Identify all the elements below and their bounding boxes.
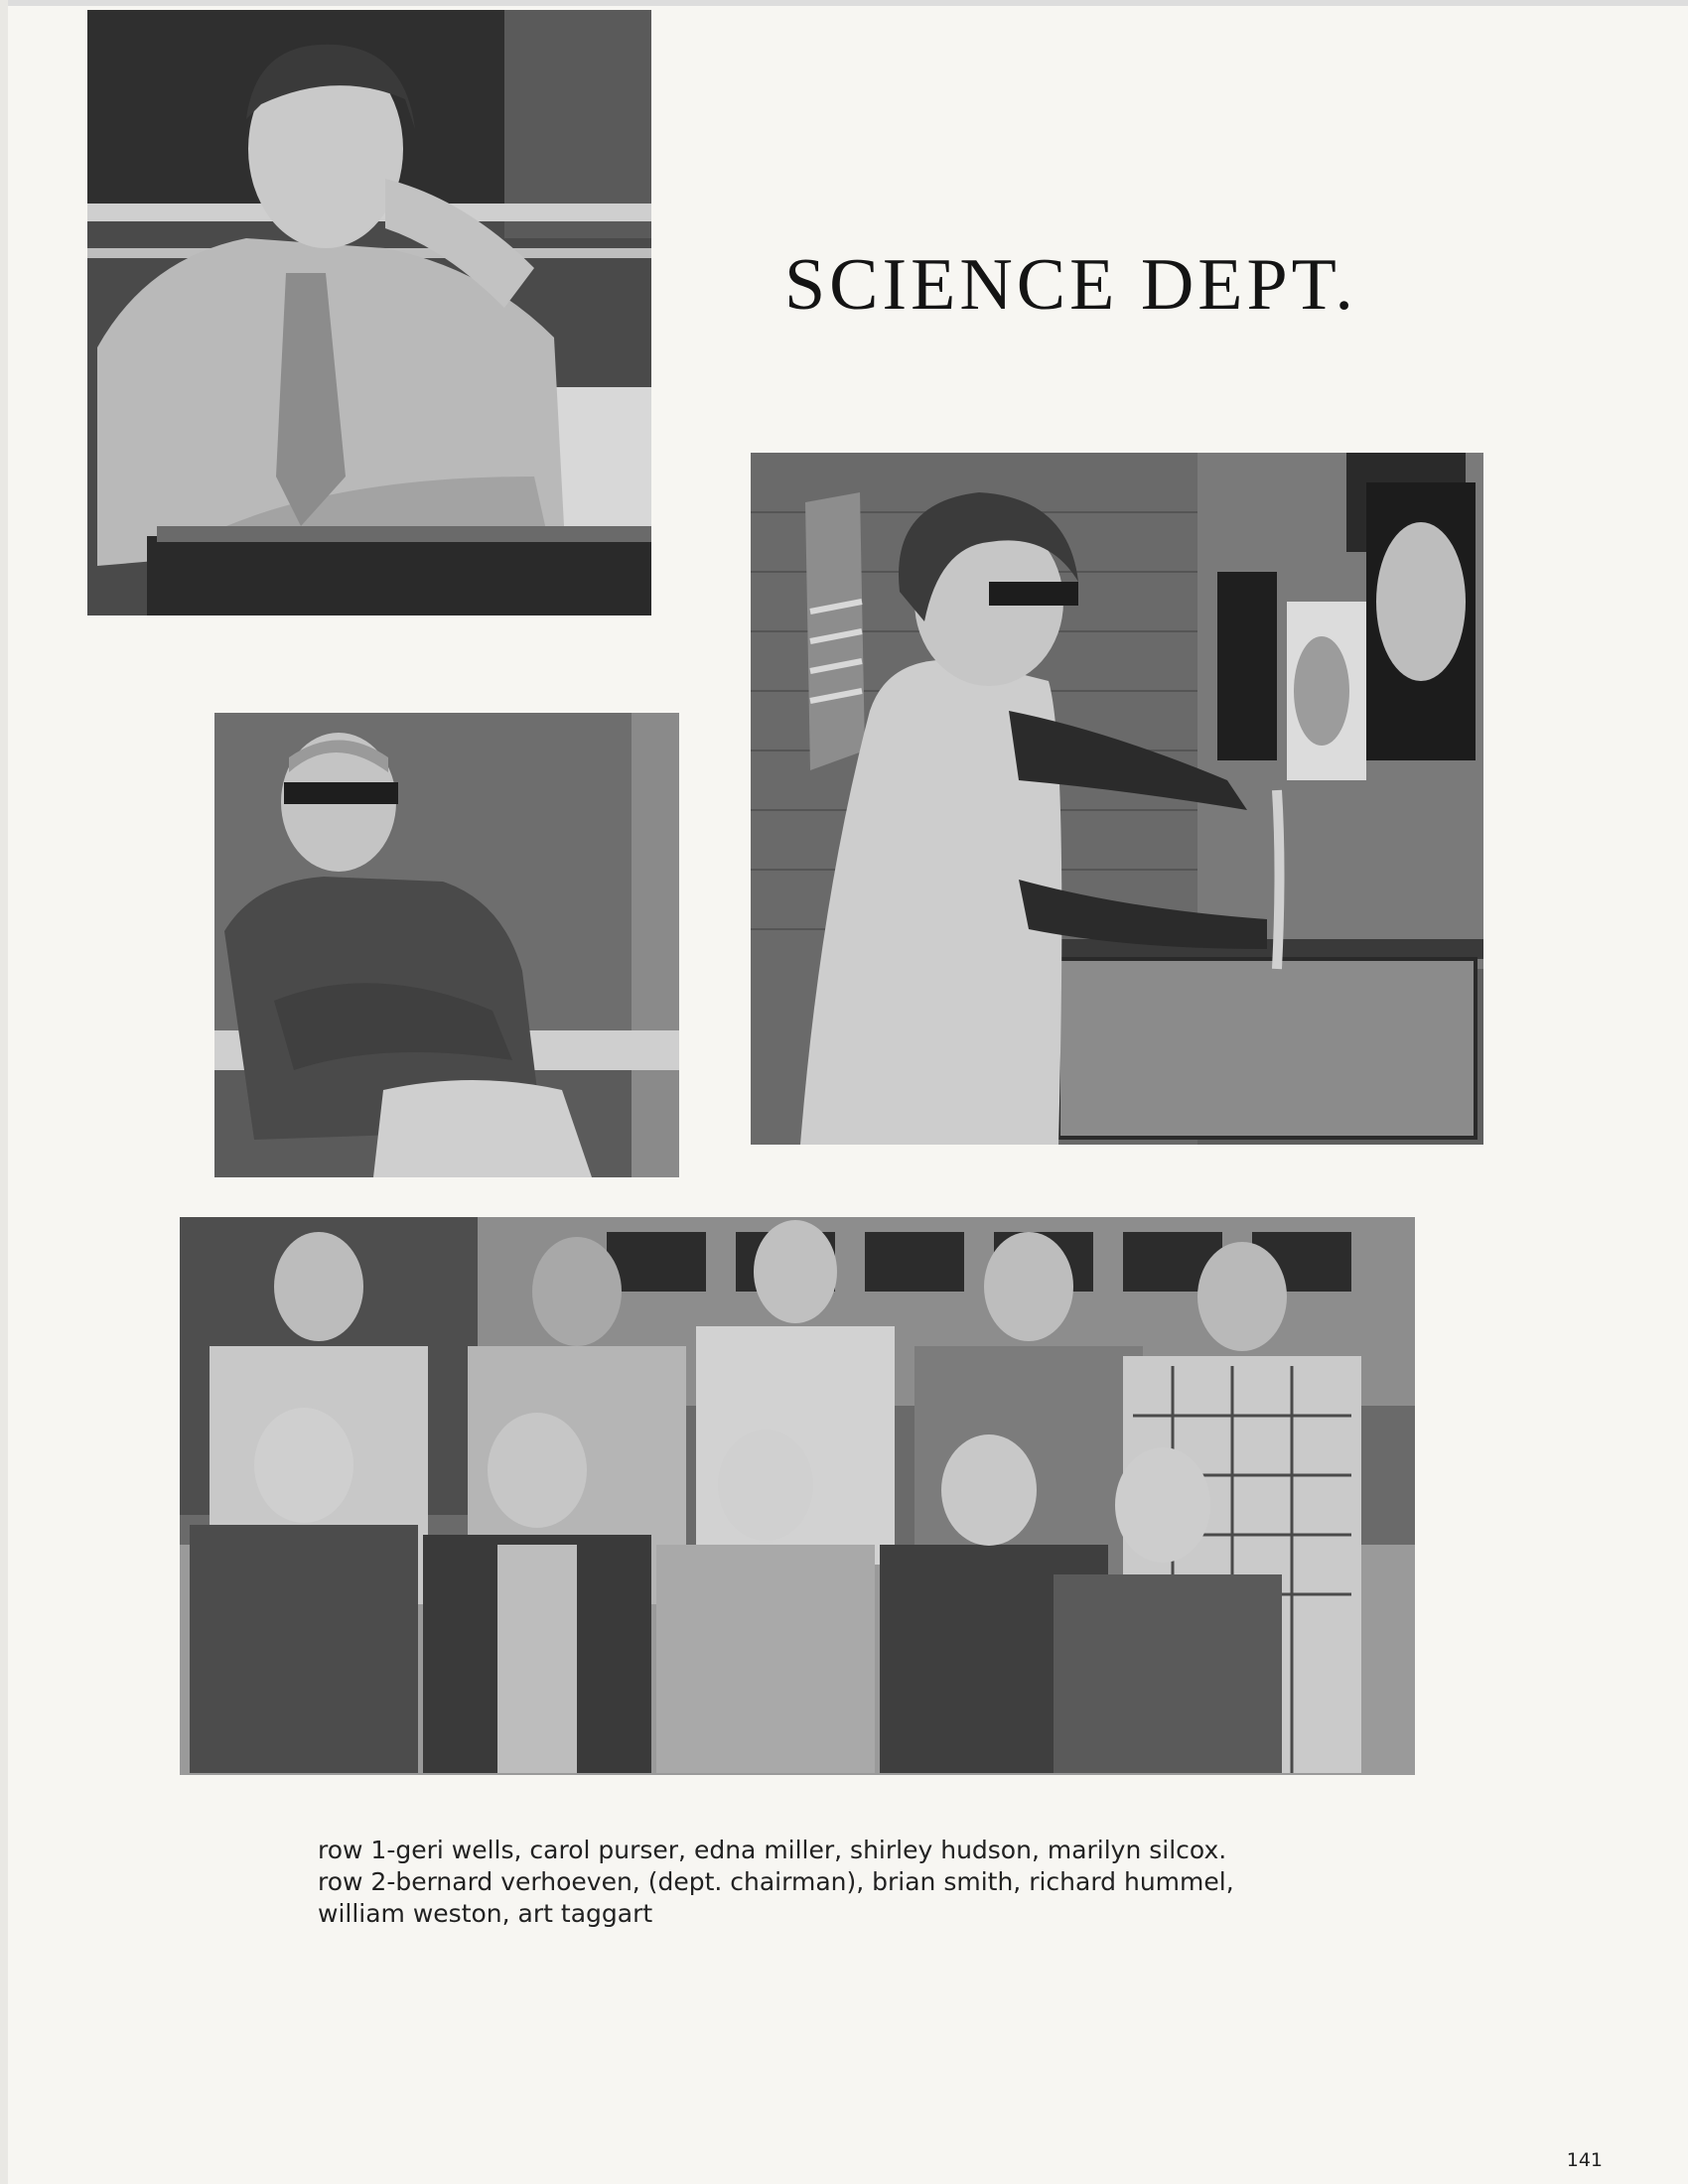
photo-image	[214, 713, 679, 1177]
caption-line: row 2-bernard verhoeven, (dept. chairman), brian smith, richard hummel,	[318, 1867, 1234, 1896]
caption-line: william weston, art taggart	[318, 1899, 653, 1928]
photo-teacher-hand-on-cheek	[87, 10, 651, 615]
photo-image	[180, 1217, 1415, 1775]
page-left-edge	[0, 0, 8, 2184]
photo-image	[751, 453, 1483, 1145]
photo-teacher-arms-crossed	[214, 713, 679, 1177]
photo-teacher-at-terrarium	[751, 453, 1483, 1145]
caption-line: row 1-geri wells, carol purser, edna miller, shirley hudson, marilyn silcox.	[318, 1836, 1227, 1864]
photo-image	[87, 10, 651, 615]
page-number: 141	[1566, 2149, 1603, 2171]
page-title: SCIENCE DEPT.	[784, 244, 1357, 326]
group-photo-caption	[318, 1835, 1410, 1930]
photo-department-group	[180, 1217, 1415, 1775]
page-top-edge	[0, 0, 1688, 6]
